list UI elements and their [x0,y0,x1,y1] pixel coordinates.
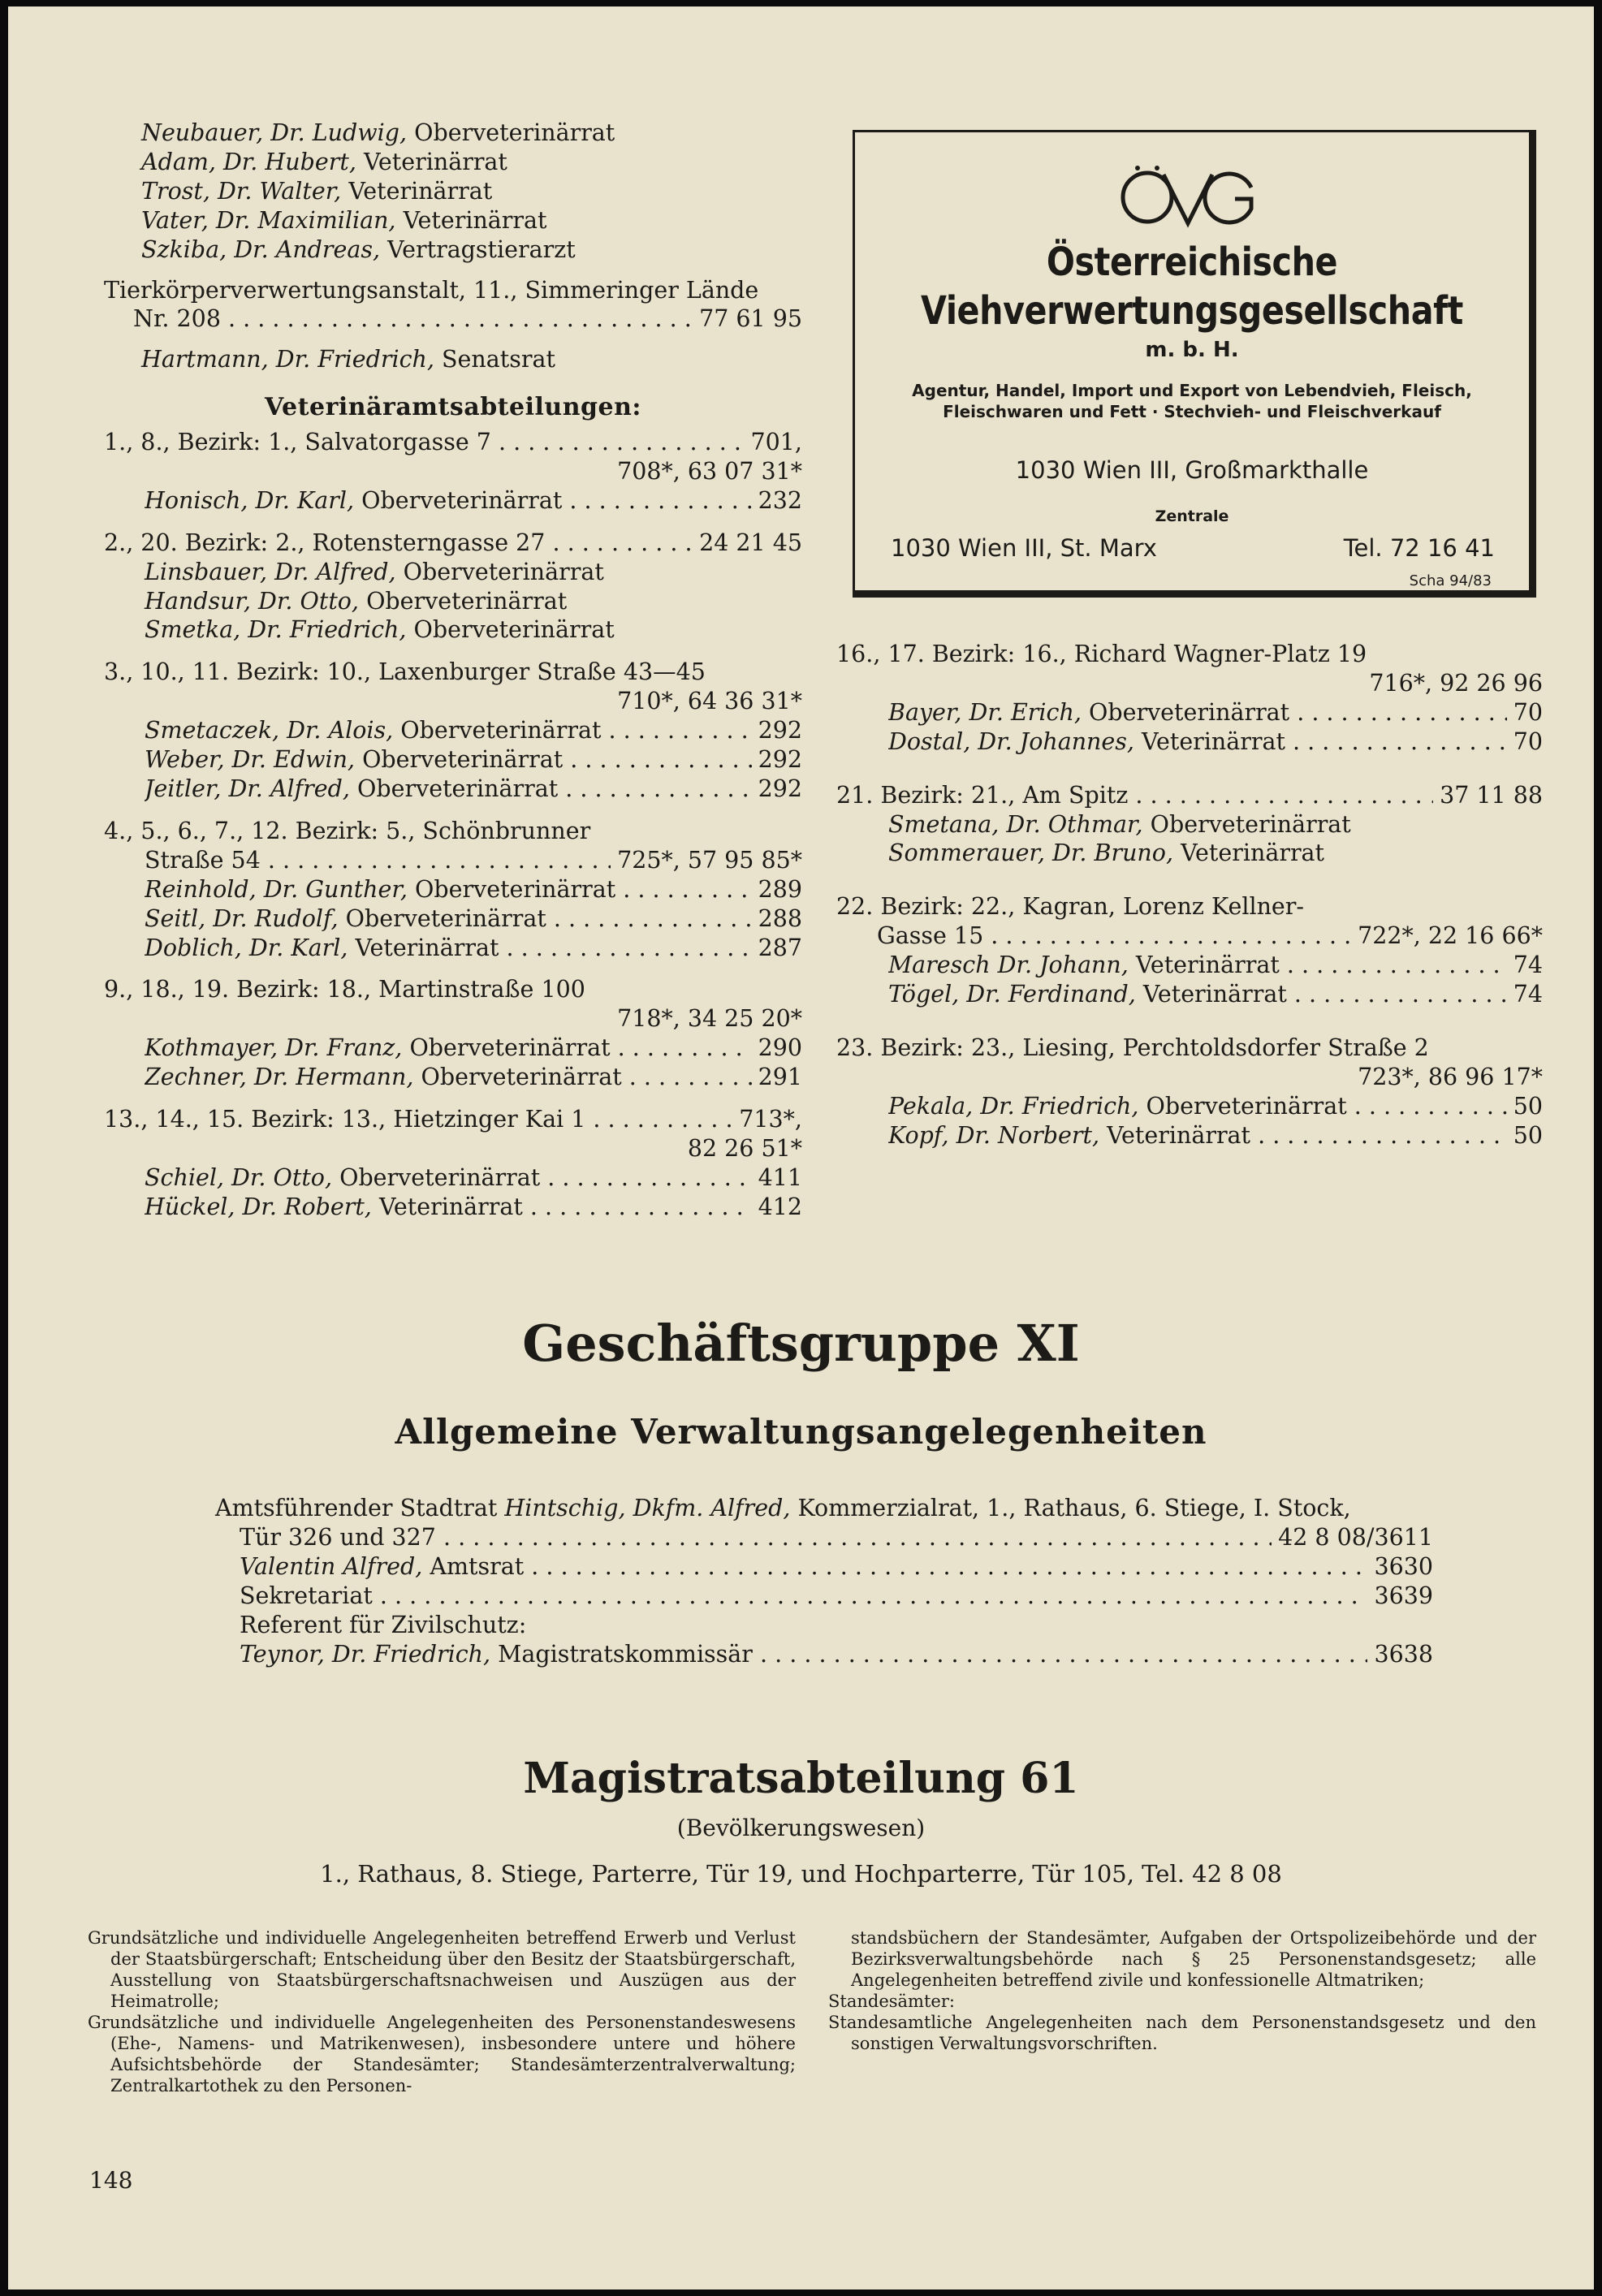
staff-entry [836,980,1543,1009]
staff-name: Pekala, Dr. Friedrich, [888,1092,1139,1120]
staff-entry [104,934,802,963]
staff-entry [836,1121,1543,1150]
district-line [836,781,1543,810]
district-group [104,817,802,963]
staff-entry [104,904,802,934]
staff-title: Oberveterinärrat [357,775,559,803]
fine-paragraph: Standesamtliche Angelegenheiten nach dem Personenstandsgesetz und den sonstigen Verwaltungsvorschriften. [828,2013,1536,2054]
staff-ext: 288 [758,904,802,932]
district-group [836,892,1543,1009]
gs-directory [215,1494,1433,1668]
fine-paragraph: standsbüchern der Standesämter, Aufgaben der Ortspolizeibehörde und der Bezirksverwaltungsbehörde nach § 25 Personenstandsgesetz; alle Angelegenheiten betreffend zivile und konfessionelle Altmatriken; [851,1928,1536,1991]
staff-title: Oberveterinärrat [413,616,615,644]
staff-entry [104,875,802,904]
staff-entry [836,810,1543,839]
district-group [104,1105,802,1222]
district-text-2: Gasse 15 . . . [877,921,1351,951]
staff-ext: 289 [758,875,802,903]
fine-print-right [828,1927,1536,2054]
staff-title: Oberveterinärrat [1146,1092,1347,1120]
staff-title: Veterinärrat [378,1193,523,1220]
left-column [104,119,802,1222]
staff-entry [215,1640,1433,1669]
staff-entry [836,1092,1543,1121]
company-address-1: 1030 Wien III, Großmarkthalle [1015,456,1369,484]
district-group [104,529,802,645]
tkva-line: Tierkörperverwertungsanstalt, 11., Simmeringer Lände [104,276,759,304]
staff-name: Vater, Dr. Maximilian, [141,206,396,234]
ovg-logo-icon [1115,155,1261,236]
department-address: 1., Rathaus, 8. Stiege, Parterre, Tür 19, und Hochparterre, Tür 105, Tel. 42 8 08 [320,1860,1282,1888]
staff-name: Maresch Dr. Johann, [888,952,1129,979]
staff-title: Oberveterinärrat [409,1034,611,1062]
staff-entry [104,1163,802,1193]
stadtrat-label: Amtsführender Stadtrat [215,1495,498,1521]
staff-title: Amtsrat [430,1552,525,1580]
staff-name: Szkiba, Dr. Andreas, [141,235,381,263]
company-name-1: Österreichische [1046,240,1338,285]
staff-title: Oberveterinärrat [421,1064,622,1091]
sekretariat-label: Sekretariat . . . [240,1582,1367,1611]
district-line [104,428,802,457]
staff-name: Teynor, Dr. Friedrich, [240,1640,491,1668]
staff-name: Smetaczek, Dr. Alois, [145,717,394,744]
staff-entry [141,177,802,206]
district-line [104,846,802,875]
staff-title: Oberveterinärrat [1088,698,1290,726]
district-phone-2: 723*, 86 96 17* [1358,1063,1543,1090]
district-line [104,1105,802,1134]
company-name-3: m. b. H. [1145,338,1239,362]
staff-name: Kothmayer, Dr. Franz, [145,1034,403,1062]
hartmann-entry [104,345,802,374]
ad-code: Scha 94/83 [1410,572,1492,593]
logo-text: ÖVG [1115,155,1117,156]
staff-entry [836,698,1543,727]
tkva-line-2 [104,304,802,334]
staff-entry [141,119,802,148]
staff-ext: 50 [1513,1121,1543,1149]
staff-entry [141,148,802,177]
staff-name: Honisch, Dr. Karl, [145,486,355,514]
fine-paragraph: Standesämter: [828,1992,955,2012]
document-page [8,6,1594,2290]
section-heading: Veterinäramtsabteilungen: [265,393,641,422]
stadtrat-address: Kommerzialrat, 1., Rathaus, 6. Stiege, I. Stock, [797,1495,1351,1521]
district-phone-2: 718*, 34 25 20* [617,1005,802,1033]
staff-title: Oberveterinärrat [403,558,604,585]
staff-entry [104,745,802,775]
district-phone: 713*, [739,1106,802,1133]
staff-entry [141,235,802,265]
staff-entry [215,1552,1433,1582]
staff-name: Smetka, Dr. Friedrich, [145,616,407,644]
district-phone: 37 11 88 [1440,781,1543,809]
staff-name: Zechner, Dr. Hermann, [145,1064,414,1091]
district-text: 3., 10., 11. Bezirk: 10., Laxenburger Straße 43—45 [104,658,706,686]
tuer-phone: 42 8 08/3611 [1278,1523,1433,1551]
staff-name: Bayer, Dr. Erich, [888,698,1082,726]
staff-entry [104,486,802,516]
district-text: 21. Bezirk: 21., Am Spitz . . . [836,781,1433,810]
district-text: 22. Bezirk: 22., Kagran, Lorenz Kellner- [836,893,1305,921]
district-phone-2: 716*, 92 26 96 [1369,669,1543,697]
staff-ext: 290 [758,1034,802,1062]
top-entries [104,119,802,265]
staff-name: Trost, Dr. Walter, [141,177,342,205]
stadtrat-line [215,1494,1433,1523]
staff-title: Veterinärrat [1107,1121,1251,1149]
district-phone-2: 82 26 51* [687,1134,802,1162]
staff-name: Smetana, Dr. Othmar, [888,810,1143,838]
district-phone-2: 708*, 63 07 31* [617,457,802,485]
staff-entry [836,839,1543,868]
staff-name: Doblich, Dr. Karl, [145,934,348,961]
district-text: 1., 8., Bezirk: 1., Salvatorgasse 7 . . . [104,428,745,457]
right-column [836,640,1543,1150]
staff-entry [141,206,802,235]
staff-title: Magistratskommissär [498,1640,753,1668]
staff-ext: 74 [1513,952,1543,979]
fine-paragraph: Grundsätzliche und individuelle Angelegenheiten betreffend Erwerb und Verlust der Staatsbürgerschaft; Entscheidung über den Besitz der Staatsbürgerschaft, Ausstellung von Staatsbürgerschaftsnachweisen und Auszügen aus der Heimatrolle; [88,1928,796,2012]
staff-name: Weber, Dr. Edwin, [145,746,355,774]
district-group [104,428,802,516]
company-name-2: Viehverwertungsgesellschaft [921,288,1463,334]
district-group [104,975,802,1092]
district-text: 2., 20. Bezirk: 2., Rotensterngasse 27 . . . [104,529,693,558]
staff-name: Tögel, Dr. Ferdinand, [888,981,1136,1008]
staff-ext: 412 [758,1193,802,1220]
referent-label: Referent für Zivilschutz: [240,1611,527,1638]
staff-entry [104,1063,802,1092]
staff-title: Senatsrat [442,346,555,373]
staff-title: Oberveterinärrat [345,904,546,932]
department-title: Magistratsabteilung 61 [523,1754,1079,1803]
staff-title: Veterinärrat [363,148,507,175]
district-group [836,781,1543,869]
page-number: 148 [89,2167,133,2194]
staff-ext: 292 [758,746,802,774]
staff-name: Valentin Alfred, [240,1552,423,1580]
staff-title: Veterinärrat [355,934,499,961]
staff-entry [104,615,802,645]
staff-entry [104,587,802,616]
district-phone: 24 21 45 [699,529,802,556]
tuer-line [215,1523,1433,1552]
district-phone-2: 710*, 64 36 31* [617,688,802,715]
company-description: Agentur, Handel, Import und Export von Lebendvieh, Fleisch, Fleischwaren und Fett · Stechvieh- und Fleischverkauf [912,381,1472,421]
staff-name: Neubauer, Dr. Ludwig, [141,119,408,146]
fine-paragraph: Grundsätzliche und individuelle Angelegenheiten des Personenstandeswesens (Ehe-, Namens- und Matrikenwesen), insbesondere untere und höhere Aufsichtsbehörde der Standesämter; Standesämterzentralverwaltung; Zentralkartothek zu den Personen- [88,2013,796,2096]
staff-title: Oberveterinärrat [339,1163,541,1191]
staff-entry [836,727,1543,757]
district-text: 16., 17. Bezirk: 16., Richard Wagner-Platz 19 [836,641,1367,667]
staff-name: Adam, Dr. Hubert, [141,148,356,175]
staff-name: Handsur, Dr. Otto, [145,587,359,615]
staff-entry [104,716,802,745]
section-title: Geschäftsgruppe XI [522,1314,1080,1373]
staff-ext: 70 [1513,727,1543,755]
staff-title: Vertragstierarzt [387,235,576,263]
district-text-2: Straße 54 . . . [145,846,611,875]
staff-entry [836,951,1543,980]
district-phone: 701, [750,429,802,456]
staff-name: Sommerauer, Dr. Bruno, [888,839,1174,867]
department-subtitle: (Bevölkerungswesen) [676,1815,926,1841]
zentrale-label: Zentrale [1155,507,1229,525]
staff-title: Oberveterinärrat [362,746,564,774]
fine-print-left [88,1927,796,2096]
tkva-block [104,276,802,334]
district-text: 13., 14., 15. Bezirk: 13., Hietzinger Kai 1 . . . [104,1105,732,1134]
staff-ext: 411 [758,1163,802,1191]
section-subtitle: Allgemeine Verwaltungsangelegenheiten [395,1412,1207,1452]
district-text: 4., 5., 6., 7., 12. Bezirk: 5., Schönbrunner [104,817,591,844]
staff-entry [104,558,802,587]
staff-ext: 232 [758,486,802,514]
advertisement-box [853,130,1536,598]
staff-name: Dostal, Dr. Johannes, [888,727,1134,755]
staff-title: Veterinärrat [403,206,547,234]
staff-title: Oberveterinärrat [400,717,602,744]
staff-name: Linsbauer, Dr. Alfred, [145,558,396,585]
staff-name: Kopf, Dr. Norbert, [888,1121,1100,1149]
staff-title: Veterinärrat [1181,839,1325,867]
staff-title: Oberveterinärrat [366,587,568,615]
tkva-phone: 77 61 95 [699,305,802,333]
tkva-nr: Nr. 208 . . . [133,304,693,334]
staff-title: Oberveterinärrat [361,486,563,514]
sekretariat-line [215,1582,1433,1611]
staff-title: Veterinärrat [348,177,493,205]
district-text: 9., 18., 19. Bezirk: 18., Martinstraße 100 [104,976,585,1003]
district-group [836,1034,1543,1150]
staff-title: Veterinärrat [1142,981,1287,1008]
staff-ext: 292 [758,775,802,803]
staff-name: Jeitler, Dr. Alfred, [145,775,350,803]
district-phone: 722*, 22 16 66* [1358,922,1543,950]
district-text: 23. Bezirk: 23., Liesing, Perchtoldsdorfer Straße 2 [836,1034,1429,1061]
tuer-text: Tür 326 und 327 . . . [240,1523,1272,1552]
district-line [836,921,1543,951]
staff-title: Veterinärrat [1135,952,1280,979]
staff-ext: 50 [1513,1092,1543,1120]
staff-name: Hückel, Dr. Robert, [145,1193,372,1220]
staff-ext: 3630 [1374,1552,1433,1580]
staff-ext: 292 [758,717,802,744]
district-group [836,640,1543,757]
staff-title: Oberveterinärrat [415,875,616,903]
company-phone: Tel. 72 16 41 [1343,534,1495,562]
staff-name: Hartmann, Dr. Friedrich, [141,346,434,373]
district-phone: 725*, 57 95 85* [617,846,802,874]
stadtrat-name: Hintschig, Dkfm. Alfred, [504,1495,791,1521]
staff-title: Oberveterinärrat [1150,810,1351,838]
staff-name: Schiel, Dr. Otto, [145,1163,333,1191]
staff-title: Veterinärrat [1142,727,1285,755]
company-address-2: 1030 Wien III, St. Marx [891,534,1157,562]
staff-entry [104,1193,802,1222]
staff-ext: 291 [758,1064,802,1091]
staff-title: Oberveterinärrat [414,119,615,146]
staff-name: Reinhold, Dr. Gunther, [145,875,408,903]
staff-ext: 3638 [1374,1640,1433,1668]
district-line [104,529,802,558]
staff-ext: 74 [1513,981,1543,1008]
staff-ext: 70 [1513,698,1543,726]
staff-ext: 287 [758,934,802,961]
sekretariat-ext: 3639 [1374,1582,1433,1609]
district-group [104,658,802,804]
staff-name: Seitl, Dr. Rudolf, [145,904,339,932]
staff-entry [104,775,802,804]
staff-entry [104,1034,802,1063]
